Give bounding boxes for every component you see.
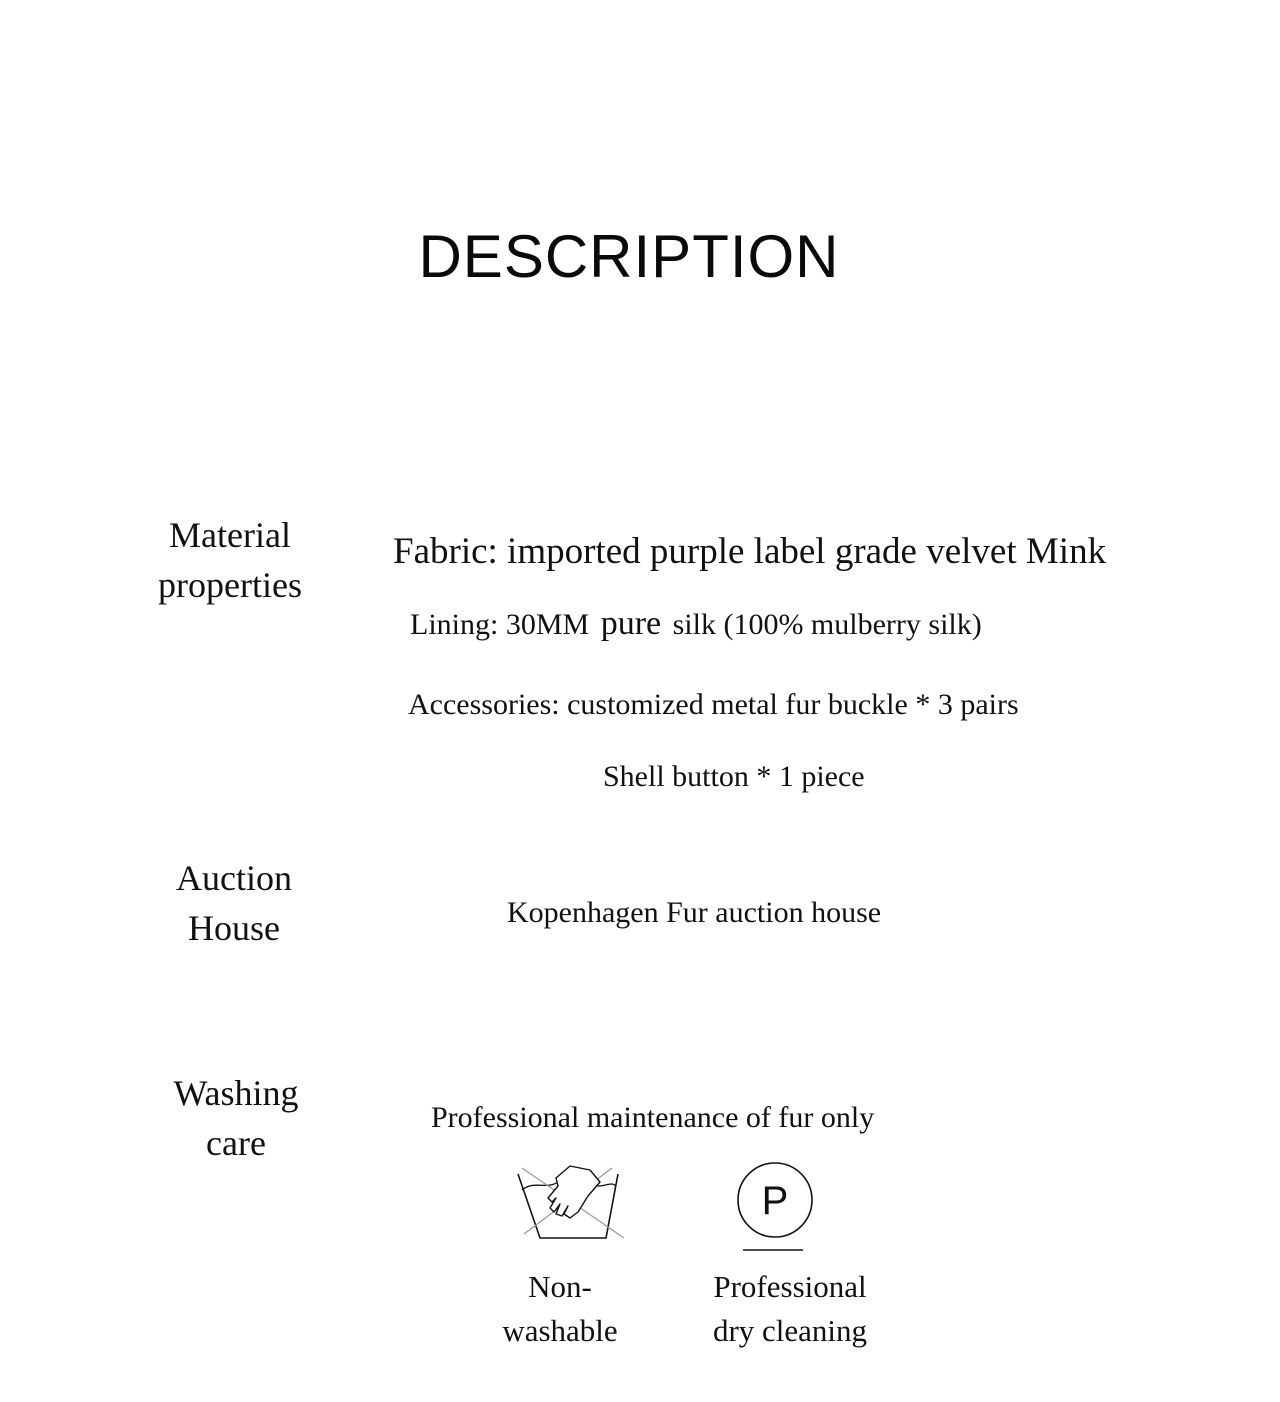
washing-care-label bbox=[136, 1068, 336, 1168]
caption-line: Professional bbox=[713, 1269, 867, 1304]
fabric-text: Fabric: imported purple label grade velvet Mink bbox=[393, 531, 1107, 572]
caption-line: dry cleaning bbox=[712, 1313, 868, 1348]
lining-prefix: Lining: 30MM bbox=[410, 608, 590, 641]
label-line: care bbox=[206, 1123, 266, 1163]
caption-line: washable bbox=[502, 1313, 618, 1348]
professional-dry-cleaning-icon bbox=[735, 1162, 815, 1254]
p-glyph: P bbox=[761, 1179, 789, 1223]
non-washable-icon bbox=[512, 1160, 624, 1242]
label-line: House bbox=[188, 908, 280, 948]
non-washable-caption bbox=[480, 1265, 640, 1353]
auction-house-value: Kopenhagen Fur auction house bbox=[507, 896, 882, 929]
label-line: Washing bbox=[173, 1073, 299, 1113]
auction-house-label bbox=[134, 853, 334, 953]
accessories-text: Accessories: customized metal fur buckle * 3 pairs bbox=[408, 688, 1019, 721]
washing-care-value: Professional maintenance of fur only bbox=[431, 1101, 875, 1134]
caption-line: Non- bbox=[528, 1269, 592, 1304]
shell-button-text: Shell button * 1 piece bbox=[603, 760, 865, 793]
label-line: Material bbox=[169, 515, 291, 555]
lining-text bbox=[410, 604, 982, 645]
lining-suffix: silk (100% mulberry silk) bbox=[672, 608, 982, 641]
label-line: properties bbox=[158, 565, 302, 605]
lining-pure: pure bbox=[600, 605, 662, 642]
label-line: Auction bbox=[176, 858, 292, 898]
page-title: DESCRIPTION bbox=[418, 223, 840, 290]
material-properties-label bbox=[130, 510, 330, 610]
dry-cleaning-caption bbox=[690, 1265, 890, 1353]
